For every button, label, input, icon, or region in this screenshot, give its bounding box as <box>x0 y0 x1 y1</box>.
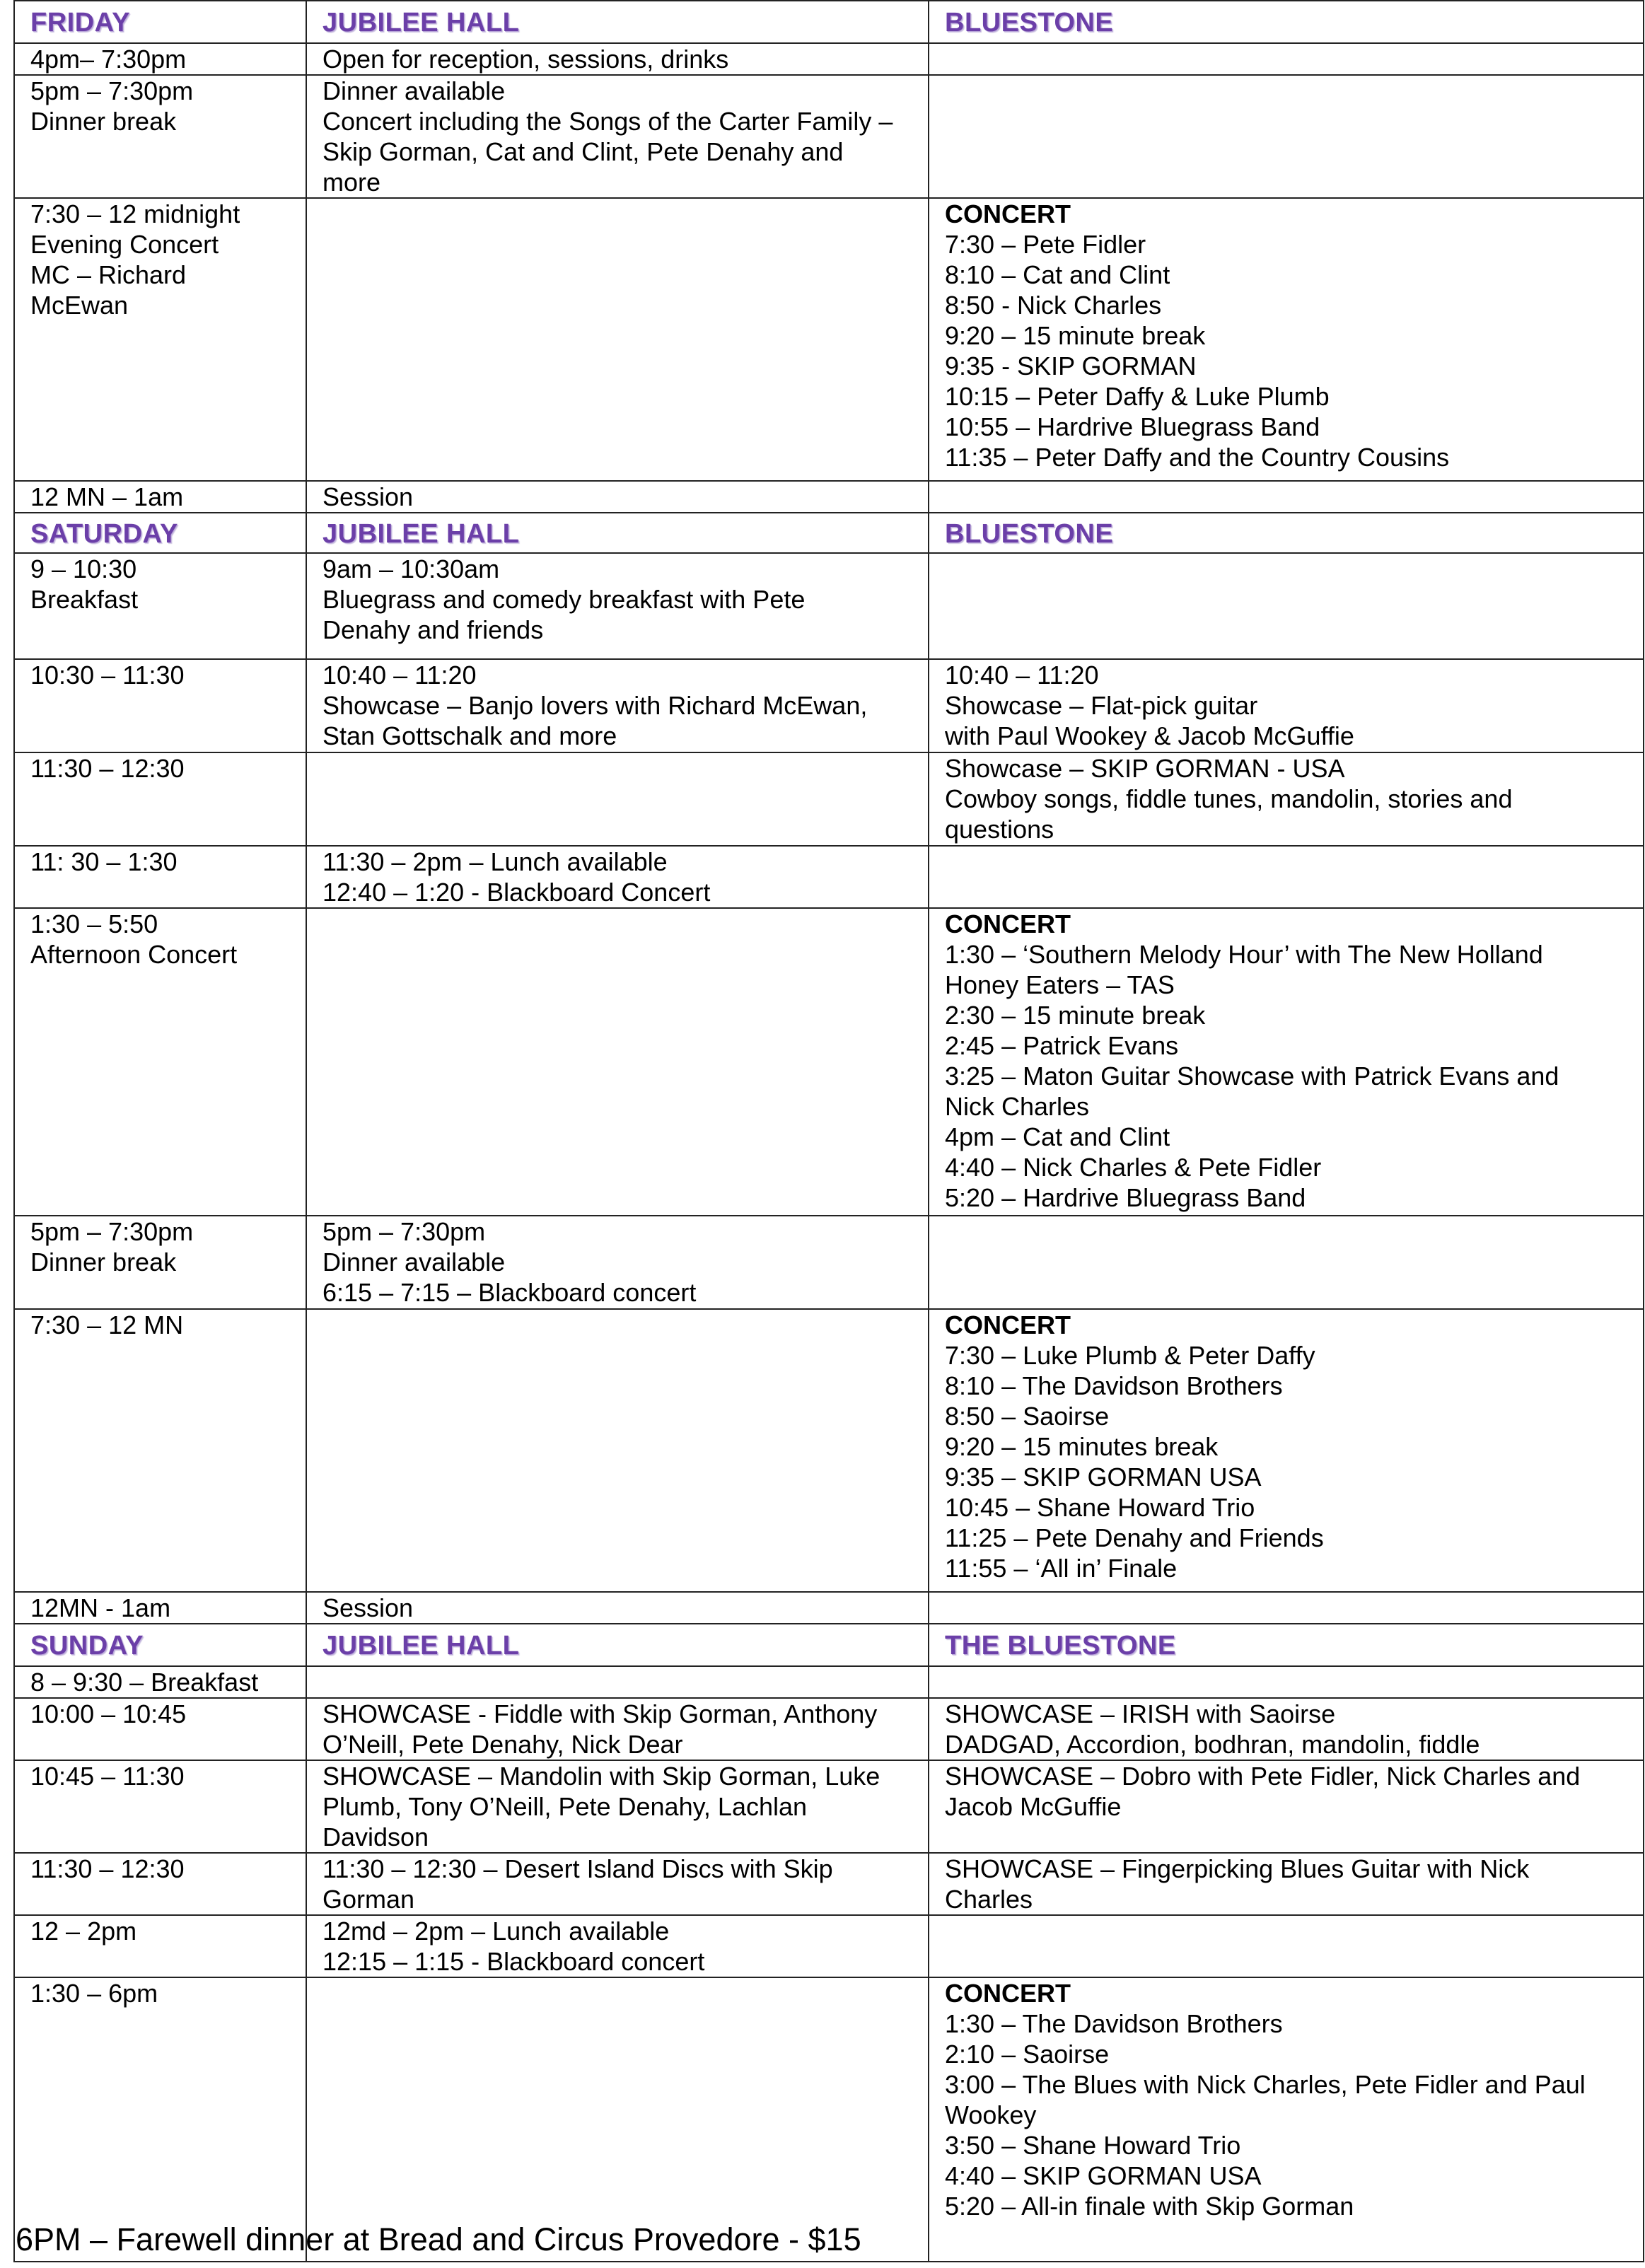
cell-line: 5:20 – All-in finale with Skip Gorman <box>945 2192 1354 2221</box>
bluestone-cell <box>929 1977 1644 2262</box>
cell-line: Davidson <box>322 1822 429 1851</box>
cell-line: 10:15 – Peter Daffy & Luke Plumb <box>945 382 1330 411</box>
venue-header-jubilee: JUBILEE HALL <box>322 1631 520 1661</box>
cell-line: 9:20 – 15 minutes break <box>945 1432 1219 1461</box>
cell-line: 3:50 – Shane Howard Trio <box>945 2131 1241 2160</box>
cell-line: 2:10 – Saoirse <box>945 2040 1110 2069</box>
cell-line: Honey Eaters – TAS <box>945 970 1175 999</box>
cell-line: 2:45 – Patrick Evans <box>945 1031 1179 1060</box>
cell-line: 4pm – Cat and Clint <box>945 1122 1170 1151</box>
cell-line: Skip Gorman, Cat and Clint, Pete Denahy and <box>322 137 844 166</box>
schedule-row <box>14 1698 1644 1760</box>
cell-line: questions <box>945 815 1054 844</box>
jubilee-hall-cell <box>306 752 929 846</box>
cell-line: SHOWCASE – Dobro with Pete Fidler, Nick Charles and <box>945 1762 1581 1791</box>
time-cell <box>14 481 306 513</box>
schedule-row <box>14 1853 1644 1915</box>
bluestone-cell <box>929 1592 1644 1624</box>
venue-header-jubilee-cell <box>306 1 929 43</box>
cell-line: Gorman <box>322 1885 415 1914</box>
cell-line: Session <box>322 482 414 511</box>
time-cell <box>14 1760 306 1853</box>
cell-line: with Paul Wookey & Jacob McGuffie <box>945 721 1354 750</box>
bluestone-cell <box>929 43 1644 75</box>
jubilee-hall-cell <box>306 659 929 752</box>
jubilee-hall-cell <box>306 1216 929 1309</box>
jubilee-hall-cell <box>306 1309 929 1592</box>
cell-line: 4pm– 7:30pm <box>30 45 187 74</box>
schedule-row <box>14 1915 1644 1977</box>
day-header-sunday <box>14 1624 1644 1666</box>
cell-line: 11:30 – 2pm – Lunch available <box>322 847 668 876</box>
cell-line: 2:30 – 15 minute break <box>945 1001 1206 1030</box>
day-name: SATURDAY <box>30 518 178 549</box>
day-header-friday <box>14 1 1644 43</box>
time-cell <box>14 75 306 198</box>
schedule-table <box>13 0 1644 2262</box>
cell-line: 3:25 – Maton Guitar Showcase with Patrick Evans and <box>945 1062 1559 1091</box>
jubilee-hall-cell <box>306 553 929 659</box>
cell-line: 10:45 – 11:30 <box>30 1762 185 1791</box>
venue-header-bluestone-cell <box>929 513 1644 553</box>
time-cell <box>14 1592 306 1624</box>
time-cell <box>14 1977 306 2262</box>
schedule-row <box>14 481 1644 513</box>
day-name: FRIDAY <box>30 8 130 37</box>
jubilee-hall-cell <box>306 1915 929 1977</box>
cell-line: 5:20 – Hardrive Bluegrass Band <box>945 1183 1306 1212</box>
cell-line: CONCERT <box>945 1979 1071 2008</box>
cell-line: 9 – 10:30 <box>30 554 137 583</box>
bluestone-cell <box>929 1309 1644 1592</box>
venue-header-jubilee: JUBILEE HALL <box>322 8 520 37</box>
cell-line: 10:40 – 11:20 <box>322 661 477 690</box>
schedule-row <box>14 553 1644 659</box>
cell-line: 8:10 – Cat and Clint <box>945 260 1170 289</box>
cell-line: McEwan <box>30 291 129 320</box>
cell-line: 12md – 2pm – Lunch available <box>322 1917 670 1946</box>
jubilee-hall-cell <box>306 908 929 1216</box>
time-cell <box>14 43 306 75</box>
cell-line: Evening Concert <box>30 230 219 259</box>
cell-line: 7:30 – 12 MN <box>30 1310 184 1339</box>
cell-line: 9am – 10:30am <box>322 554 500 583</box>
cell-line: 10:45 – Shane Howard Trio <box>945 1493 1255 1522</box>
jubilee-hall-cell <box>306 43 929 75</box>
cell-line: Open for reception, sessions, drinks <box>322 45 729 74</box>
bluestone-cell <box>929 198 1644 481</box>
cell-line: 12 – 2pm <box>30 1917 137 1946</box>
bluestone-cell <box>929 659 1644 752</box>
schedule-row <box>14 1309 1644 1592</box>
cell-line: 8:50 – Saoirse <box>945 1402 1110 1431</box>
bluestone-cell <box>929 752 1644 846</box>
jubilee-hall-cell <box>306 1698 929 1760</box>
cell-line: 10:30 – 11:30 <box>30 661 185 690</box>
cell-line: Showcase – SKIP GORMAN - USA <box>945 754 1345 783</box>
schedule-row <box>14 1592 1644 1624</box>
cell-line: Concert including the Songs of the Carter Family – <box>322 107 893 136</box>
schedule-row <box>14 1977 1644 2262</box>
bluestone-cell <box>929 1698 1644 1760</box>
bluestone-cell <box>929 1216 1644 1309</box>
venue-header-bluestone: BLUESTONE <box>945 8 1114 37</box>
farewell-dinner-note: 6PM – Farewell dinner at Bread and Circus Provedore - $15 <box>16 2221 861 2257</box>
schedule-row <box>14 908 1644 1216</box>
cell-line: more <box>322 168 381 197</box>
venue-header-bluestone: THE BLUESTONE <box>945 1631 1176 1661</box>
cell-line: 1:30 – 5:50 <box>30 909 158 938</box>
cell-line: 10:00 – 10:45 <box>30 1699 187 1728</box>
cell-line: 12 MN – 1am <box>30 482 184 511</box>
time-cell <box>14 1216 306 1309</box>
cell-line: 10:55 – Hardrive Bluegrass Band <box>945 412 1320 441</box>
cell-line: 9:35 - SKIP GORMAN <box>945 351 1197 380</box>
cell-line: 7:30 – Pete Fidler <box>945 230 1146 259</box>
bluestone-cell <box>929 75 1644 198</box>
cell-line: 11:25 – Pete Denahy and Friends <box>945 1523 1324 1552</box>
cell-line: Afternoon Concert <box>30 940 238 969</box>
schedule-row <box>14 1666 1644 1698</box>
time-cell <box>14 1853 306 1915</box>
venue-header-bluestone: BLUESTONE <box>945 518 1114 549</box>
jubilee-hall-cell <box>306 1592 929 1624</box>
cell-line: 5pm – 7:30pm <box>322 1217 486 1246</box>
cell-line: 1:30 – The Davidson Brothers <box>945 2009 1283 2038</box>
cell-line: 11:30 – 12:30 – Desert Island Discs with Skip <box>322 1854 833 1883</box>
cell-line: Denahy and friends <box>322 615 544 644</box>
schedule-row <box>14 752 1644 846</box>
cell-line: O’Neill, Pete Denahy, Nick Dear <box>322 1730 683 1759</box>
bluestone-cell <box>929 908 1644 1216</box>
cell-line: CONCERT <box>945 199 1071 228</box>
cell-line: 12:15 – 1:15 - Blackboard concert <box>322 1947 705 1976</box>
cell-line: Dinner available <box>322 1248 506 1277</box>
time-cell <box>14 1698 306 1760</box>
day-name-cell <box>14 1 306 43</box>
cell-line: 6:15 – 7:15 – Blackboard concert <box>322 1278 697 1307</box>
cell-line: 1:30 – 6pm <box>30 1979 158 2008</box>
cell-line: 1:30 – ‘Southern Melody Hour’ with The New Holland <box>945 940 1543 969</box>
time-cell <box>14 198 306 481</box>
cell-line: SHOWCASE – Mandolin with Skip Gorman, Luke <box>322 1762 880 1791</box>
cell-line: 9:20 – 15 minute break <box>945 321 1206 350</box>
cell-line: 5pm – 7:30pm <box>30 76 194 105</box>
cell-line: 8:10 – The Davidson Brothers <box>945 1371 1283 1400</box>
cell-line: Dinner break <box>30 1248 177 1277</box>
jubilee-hall-cell <box>306 481 929 513</box>
bluestone-cell <box>929 481 1644 513</box>
cell-line: SHOWCASE - Fiddle with Skip Gorman, Anthony <box>322 1699 878 1728</box>
cell-line: Nick Charles <box>945 1092 1090 1121</box>
bluestone-cell <box>929 553 1644 659</box>
jubilee-hall-cell <box>306 1853 929 1915</box>
bluestone-cell <box>929 1666 1644 1698</box>
cell-line: 5pm – 7:30pm <box>30 1217 194 1246</box>
cell-line: Dinner available <box>322 76 506 105</box>
cell-line: Showcase – Flat-pick guitar <box>945 691 1258 720</box>
cell-line: CONCERT <box>945 1310 1071 1339</box>
cell-line: Showcase – Banjo lovers with Richard McEwan, <box>322 691 868 720</box>
day-header-saturday <box>14 513 1644 553</box>
jubilee-hall-cell <box>306 1760 929 1853</box>
time-cell <box>14 553 306 659</box>
cell-line: 12:40 – 1:20 - Blackboard Concert <box>322 878 711 907</box>
schedule-row <box>14 846 1644 908</box>
day-name-cell <box>14 1624 306 1666</box>
bluestone-cell <box>929 1760 1644 1853</box>
cell-line: Jacob McGuffie <box>945 1792 1122 1821</box>
cell-line: 4:40 – SKIP GORMAN USA <box>945 2161 1262 2190</box>
cell-line: 7:30 – 12 midnight <box>30 199 240 228</box>
time-cell <box>14 908 306 1216</box>
cell-line: Bluegrass and comedy breakfast with Pete <box>322 585 806 614</box>
cell-line: Breakfast <box>30 585 139 614</box>
cell-line: SHOWCASE – Fingerpicking Blues Guitar with Nick <box>945 1854 1530 1883</box>
cell-line: DADGAD, Accordion, bodhran, mandolin, fiddle <box>945 1730 1480 1759</box>
schedule-row <box>14 75 1644 198</box>
cell-line: Dinner break <box>30 107 177 136</box>
schedule-row <box>14 1760 1644 1853</box>
time-cell <box>14 1915 306 1977</box>
cell-line: 11:35 – Peter Daffy and the Country Cousins <box>945 443 1450 472</box>
time-cell <box>14 1309 306 1592</box>
cell-line: 12MN - 1am <box>30 1593 171 1622</box>
cell-line: 4:40 – Nick Charles & Pete Fidler <box>945 1153 1322 1182</box>
jubilee-hall-cell <box>306 75 929 198</box>
cell-line: 11:30 – 12:30 <box>30 754 185 783</box>
day-name: SUNDAY <box>30 1631 144 1661</box>
cell-line: Charles <box>945 1885 1033 1914</box>
cell-line: 8:50 - Nick Charles <box>945 291 1162 320</box>
venue-header-jubilee-cell <box>306 1624 929 1666</box>
venue-header-jubilee-cell <box>306 513 929 553</box>
cell-line: Wookey <box>945 2100 1037 2129</box>
bluestone-cell <box>929 846 1644 908</box>
venue-header-bluestone-cell <box>929 1 1644 43</box>
cell-line: CONCERT <box>945 909 1071 938</box>
time-cell <box>14 846 306 908</box>
cell-line: 10:40 – 11:20 <box>945 661 1099 690</box>
day-name-cell <box>14 513 306 553</box>
cell-line: SHOWCASE – IRISH with Saoirse <box>945 1699 1336 1728</box>
jubilee-hall-cell <box>306 198 929 481</box>
bluestone-cell <box>929 1853 1644 1915</box>
schedule-row <box>14 43 1644 75</box>
venue-header-bluestone-cell <box>929 1624 1644 1666</box>
schedule-row <box>14 659 1644 752</box>
time-cell <box>14 659 306 752</box>
jubilee-hall-cell <box>306 846 929 908</box>
jubilee-hall-cell <box>306 1977 929 2262</box>
schedule-row <box>14 1216 1644 1309</box>
cell-line: 11: 30 – 1:30 <box>30 847 178 876</box>
cell-line: 3:00 – The Blues with Nick Charles, Pete Fidler and Paul <box>945 2070 1586 2099</box>
schedule-row <box>14 198 1644 481</box>
cell-line: Stan Gottschalk and more <box>322 721 617 750</box>
cell-line: Session <box>322 1593 414 1622</box>
cell-line: Plumb, Tony O’Neill, Pete Denahy, Lachlan <box>322 1792 808 1821</box>
cell-line: 8 – 9:30 – Breakfast <box>30 1668 259 1697</box>
cell-line: Cowboy songs, fiddle tunes, mandolin, stories and <box>945 784 1513 813</box>
cell-line: MC – Richard <box>30 260 187 289</box>
bluestone-cell <box>929 1915 1644 1977</box>
jubilee-hall-cell <box>306 1666 929 1698</box>
cell-line: 11:55 – ‘All in’ Finale <box>945 1554 1178 1583</box>
cell-line: 7:30 – Luke Plumb & Peter Daffy <box>945 1341 1315 1370</box>
venue-header-jubilee: JUBILEE HALL <box>322 518 520 549</box>
cell-line: 11:30 – 12:30 <box>30 1854 185 1883</box>
cell-line: 9:35 – SKIP GORMAN USA <box>945 1462 1262 1491</box>
time-cell <box>14 1666 306 1698</box>
time-cell <box>14 752 306 846</box>
